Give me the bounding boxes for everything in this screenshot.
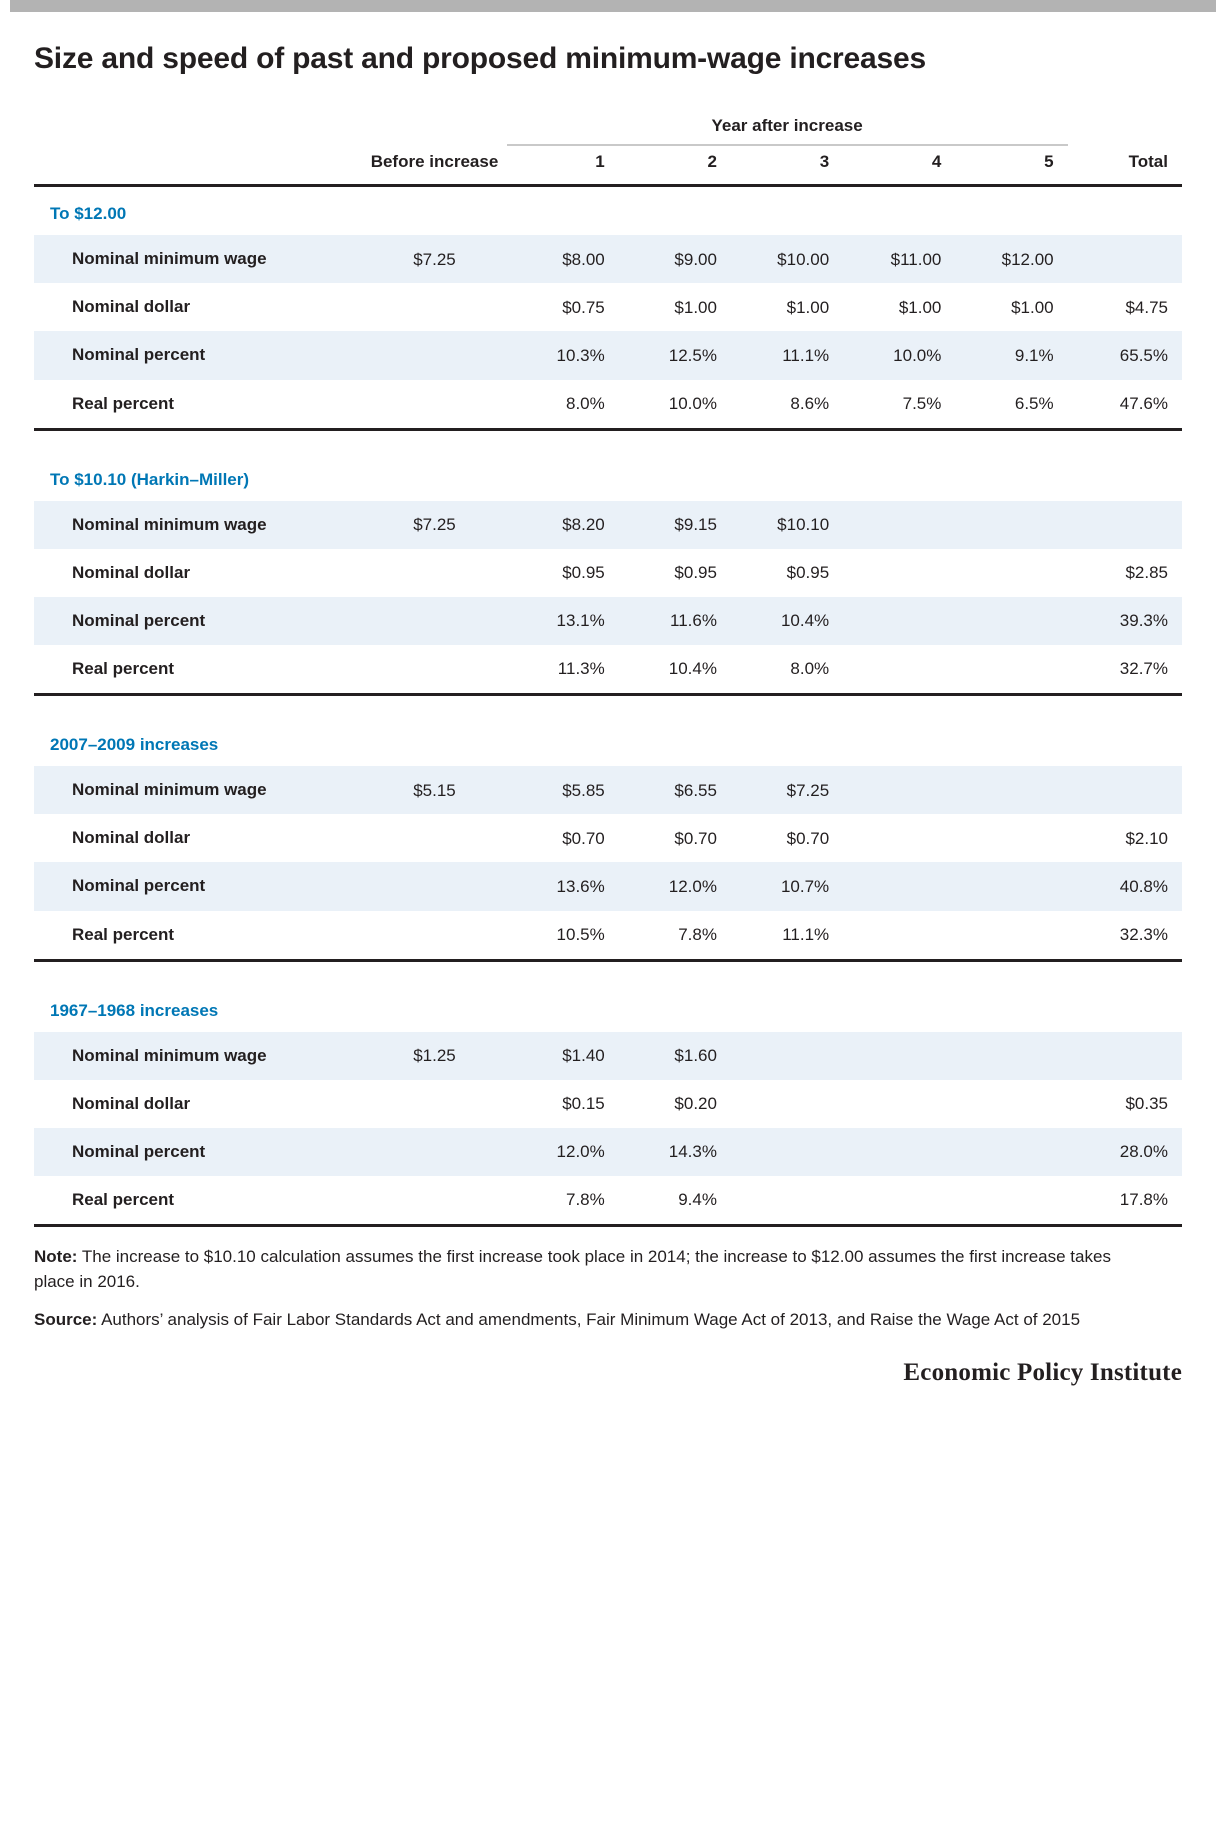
cell-year-5: $12.00 bbox=[955, 235, 1067, 283]
cell-year-3: $1.00 bbox=[786, 297, 830, 317]
source-line bbox=[34, 1308, 1154, 1333]
span-header-text: Year after increase bbox=[711, 115, 863, 135]
column-header-year-5: 5 bbox=[1044, 151, 1054, 171]
table-row bbox=[34, 235, 1182, 283]
group-to-12 bbox=[34, 186, 1182, 453]
cell-year-4 bbox=[843, 501, 955, 549]
cell-year-1: 11.3% bbox=[557, 659, 605, 679]
column-header-year-3: 3 bbox=[819, 151, 830, 171]
note-line bbox=[34, 1245, 1154, 1294]
cell-year-5 bbox=[955, 862, 1067, 910]
cell-year-5 bbox=[955, 1176, 1067, 1224]
cell-before: $7.25 bbox=[368, 501, 506, 549]
row-label: Nominal dollar bbox=[72, 828, 191, 848]
cell-year-3: $0.95 bbox=[786, 563, 830, 583]
cell-year-4 bbox=[843, 911, 955, 959]
note-text: The increase to $10.10 calculation assumes the first increase took place in 2014; the increase to $12.00 assumes the first increase takes place in 2016. bbox=[34, 1247, 1111, 1291]
group-title-row bbox=[34, 186, 1182, 236]
cell-total: $4.75 bbox=[1125, 297, 1168, 317]
group-bottom-rule bbox=[34, 1224, 1182, 1226]
cell-before bbox=[368, 911, 506, 959]
cell-before bbox=[368, 380, 506, 428]
table-row bbox=[34, 814, 1182, 862]
cell-total: 47.6% bbox=[1119, 393, 1168, 413]
cell-year-4 bbox=[843, 1080, 955, 1128]
cell-year-5 bbox=[955, 814, 1067, 862]
cell-year-1: 7.8% bbox=[566, 1190, 605, 1210]
cell-year-5 bbox=[955, 766, 1067, 814]
source-text: Authors’ analysis of Fair Labor Standards Act and amendments, Fair Minimum Wage Act of 2013, and Raise the Wage Act of 2015 bbox=[97, 1310, 1081, 1330]
table-row bbox=[34, 862, 1182, 910]
cell-year-1: 8.0% bbox=[566, 393, 605, 413]
row-label: Nominal minimum wage bbox=[34, 501, 368, 549]
group-gap bbox=[34, 429, 1182, 453]
cell-year-1: 10.3% bbox=[507, 331, 619, 379]
cell-year-2: 9.4% bbox=[678, 1190, 717, 1210]
cell-before: $1.25 bbox=[368, 1032, 506, 1080]
cell-year-2: $0.70 bbox=[674, 828, 717, 848]
cell-year-1: 13.1% bbox=[507, 597, 619, 645]
footer-notes bbox=[34, 1245, 1154, 1333]
table-row bbox=[34, 597, 1182, 645]
cell-year-1: 13.6% bbox=[507, 862, 619, 910]
cell-year-5: 6.5% bbox=[1014, 393, 1054, 413]
cell-before bbox=[368, 597, 506, 645]
table-row bbox=[34, 549, 1182, 597]
table-row bbox=[34, 911, 1182, 959]
group-title-text: To $10.10 (Harkin–Miller) bbox=[50, 469, 250, 489]
cell-before bbox=[368, 814, 506, 862]
table-row bbox=[34, 1080, 1182, 1128]
cell-year-2: $9.15 bbox=[619, 501, 731, 549]
header-spacer-total bbox=[1068, 116, 1182, 152]
cell-before: $7.25 bbox=[368, 235, 506, 283]
table-row bbox=[34, 283, 1182, 331]
cell-year-3: $0.70 bbox=[786, 828, 830, 848]
cell-year-2: 12.5% bbox=[619, 331, 731, 379]
row-label: Nominal dollar bbox=[72, 562, 191, 582]
group-gap bbox=[34, 960, 1182, 984]
cell-year-4 bbox=[843, 862, 955, 910]
cell-total: $0.35 bbox=[1125, 1094, 1168, 1114]
cell-total bbox=[1068, 766, 1182, 814]
group-title-text: To $12.00 bbox=[50, 204, 127, 224]
row-label: Real percent bbox=[72, 659, 175, 679]
cell-year-3: 8.6% bbox=[790, 393, 830, 413]
minimum-wage-table bbox=[34, 116, 1182, 1227]
cell-year-4 bbox=[843, 1032, 955, 1080]
cell-total: $2.10 bbox=[1125, 828, 1168, 848]
cell-before bbox=[368, 1080, 506, 1128]
row-label: Nominal minimum wage bbox=[34, 235, 368, 283]
cell-year-4 bbox=[843, 814, 955, 862]
cell-total bbox=[1068, 501, 1182, 549]
column-header-blank bbox=[34, 152, 368, 184]
cell-year-1: $1.40 bbox=[507, 1032, 619, 1080]
cell-year-5 bbox=[955, 549, 1067, 597]
content-area bbox=[34, 40, 1182, 1387]
column-header-before-increase: Before increase bbox=[370, 151, 499, 171]
cell-year-3: 11.1% bbox=[731, 331, 843, 379]
table-row bbox=[34, 645, 1182, 693]
cell-year-3: 11.1% bbox=[782, 924, 830, 944]
top-border-bar bbox=[0, 0, 1216, 12]
cell-year-5: 9.1% bbox=[955, 331, 1067, 379]
cell-year-1: 12.0% bbox=[507, 1128, 619, 1176]
cell-total bbox=[1068, 1032, 1182, 1080]
row-label: Nominal percent bbox=[34, 597, 368, 645]
table-header bbox=[34, 116, 1182, 186]
cell-year-1: $0.75 bbox=[562, 297, 605, 317]
cell-year-3: $7.25 bbox=[731, 766, 843, 814]
cell-before bbox=[368, 645, 506, 693]
cell-year-2: $1.60 bbox=[619, 1032, 731, 1080]
cell-year-5 bbox=[955, 597, 1067, 645]
row-label: Nominal dollar bbox=[72, 1093, 191, 1113]
group-to-1010 bbox=[34, 453, 1182, 718]
row-label: Nominal minimum wage bbox=[34, 766, 368, 814]
column-header-year-4: 4 bbox=[931, 151, 942, 171]
cell-before bbox=[368, 283, 506, 331]
table-row bbox=[34, 331, 1182, 379]
cell-total bbox=[1068, 235, 1182, 283]
cell-before bbox=[368, 862, 506, 910]
cell-year-3 bbox=[731, 1080, 843, 1128]
cell-year-5 bbox=[955, 501, 1067, 549]
cell-year-3: $10.00 bbox=[731, 235, 843, 283]
table-row bbox=[34, 766, 1182, 814]
group-2007-2009 bbox=[34, 718, 1182, 983]
table-row bbox=[34, 1176, 1182, 1224]
cell-year-4: $1.00 bbox=[898, 297, 942, 317]
table-row bbox=[34, 501, 1182, 549]
table-row bbox=[34, 380, 1182, 428]
cell-year-5 bbox=[955, 645, 1067, 693]
cell-year-3 bbox=[731, 1032, 843, 1080]
column-header-year-2: 2 bbox=[707, 151, 717, 171]
cell-year-2: $9.00 bbox=[619, 235, 731, 283]
cell-before bbox=[368, 331, 506, 379]
cell-year-1: 10.5% bbox=[556, 924, 605, 944]
cell-year-4: 10.0% bbox=[843, 331, 955, 379]
cell-year-4: $11.00 bbox=[843, 235, 955, 283]
cell-year-2: $1.00 bbox=[674, 297, 717, 317]
cell-year-3 bbox=[731, 1176, 843, 1224]
cell-year-3: 10.4% bbox=[731, 597, 843, 645]
column-header-total: Total bbox=[1128, 151, 1168, 171]
cell-year-3: 8.0% bbox=[790, 659, 830, 679]
cell-year-5 bbox=[955, 911, 1067, 959]
cell-total: 32.3% bbox=[1119, 924, 1168, 944]
cell-total: 39.3% bbox=[1068, 597, 1182, 645]
cell-total: 40.8% bbox=[1068, 862, 1182, 910]
cell-year-5 bbox=[955, 1032, 1067, 1080]
cell-year-2: $6.55 bbox=[619, 766, 731, 814]
cell-year-3: $10.10 bbox=[731, 501, 843, 549]
cell-year-2: $0.95 bbox=[674, 563, 717, 583]
group-title-text: 1967–1968 increases bbox=[50, 1000, 219, 1020]
cell-before bbox=[368, 1176, 506, 1224]
span-header-year-after-increase bbox=[507, 116, 1068, 152]
header-spacer-label bbox=[34, 116, 368, 152]
cell-year-1: $0.95 bbox=[562, 563, 605, 583]
row-label: Nominal dollar bbox=[72, 297, 191, 317]
table-row bbox=[34, 1032, 1182, 1080]
source-label: Source: bbox=[34, 1310, 98, 1330]
group-title-row bbox=[34, 718, 1182, 766]
cell-year-5: $1.00 bbox=[1011, 297, 1054, 317]
page-title: Size and speed of past and proposed minimum-wage increases bbox=[34, 42, 926, 75]
cell-year-4: 7.5% bbox=[902, 393, 942, 413]
group-title-row bbox=[34, 984, 1182, 1032]
cell-before: $5.15 bbox=[368, 766, 506, 814]
cell-total: 65.5% bbox=[1068, 331, 1182, 379]
column-header-year-1: 1 bbox=[595, 151, 605, 171]
cell-total: 17.8% bbox=[1119, 1190, 1168, 1210]
left-margin-bar bbox=[0, 0, 10, 1828]
row-label: Nominal percent bbox=[34, 1128, 368, 1176]
cell-year-4 bbox=[843, 1128, 955, 1176]
cell-total: 28.0% bbox=[1068, 1128, 1182, 1176]
cell-year-2: 7.8% bbox=[678, 924, 717, 944]
header-spacer-before bbox=[368, 116, 506, 152]
cell-year-2: $0.20 bbox=[674, 1094, 717, 1114]
row-label: Real percent bbox=[72, 924, 175, 944]
row-label: Nominal minimum wage bbox=[34, 1032, 368, 1080]
row-label: Real percent bbox=[72, 393, 175, 413]
cell-year-2: 10.0% bbox=[668, 393, 717, 413]
group-title-row bbox=[34, 453, 1182, 501]
cell-year-4 bbox=[843, 549, 955, 597]
note-label: Note: bbox=[34, 1247, 78, 1267]
cell-year-4 bbox=[843, 597, 955, 645]
row-label: Nominal percent bbox=[34, 331, 368, 379]
group-1967-1968 bbox=[34, 984, 1182, 1226]
cell-year-2: 12.0% bbox=[619, 862, 731, 910]
cell-year-5 bbox=[955, 1128, 1067, 1176]
cell-year-3: 10.7% bbox=[731, 862, 843, 910]
cell-year-1: $5.85 bbox=[507, 766, 619, 814]
cell-year-1: $0.15 bbox=[562, 1094, 605, 1114]
epi-logo-text: Economic Policy Institute bbox=[903, 1358, 1182, 1386]
cell-year-3 bbox=[731, 1128, 843, 1176]
cell-total: $2.85 bbox=[1125, 563, 1168, 583]
span-header-rule bbox=[507, 144, 1068, 146]
table-row bbox=[34, 1128, 1182, 1176]
cell-year-1: $0.70 bbox=[562, 828, 605, 848]
cell-year-4 bbox=[843, 645, 955, 693]
group-title-text: 2007–2009 increases bbox=[50, 735, 219, 755]
cell-before bbox=[368, 549, 506, 597]
cell-year-1: $8.20 bbox=[507, 501, 619, 549]
cell-year-4 bbox=[843, 1176, 955, 1224]
row-label: Nominal percent bbox=[34, 862, 368, 910]
cell-year-5 bbox=[955, 1080, 1067, 1128]
row-label: Real percent bbox=[72, 1189, 175, 1209]
group-gap bbox=[34, 695, 1182, 719]
cell-year-2: 10.4% bbox=[668, 659, 717, 679]
cell-year-1: $8.00 bbox=[507, 235, 619, 283]
cell-total: 32.7% bbox=[1119, 659, 1168, 679]
cell-year-4 bbox=[843, 766, 955, 814]
cell-before bbox=[368, 1128, 506, 1176]
cell-year-2: 14.3% bbox=[619, 1128, 731, 1176]
cell-year-2: 11.6% bbox=[619, 597, 731, 645]
